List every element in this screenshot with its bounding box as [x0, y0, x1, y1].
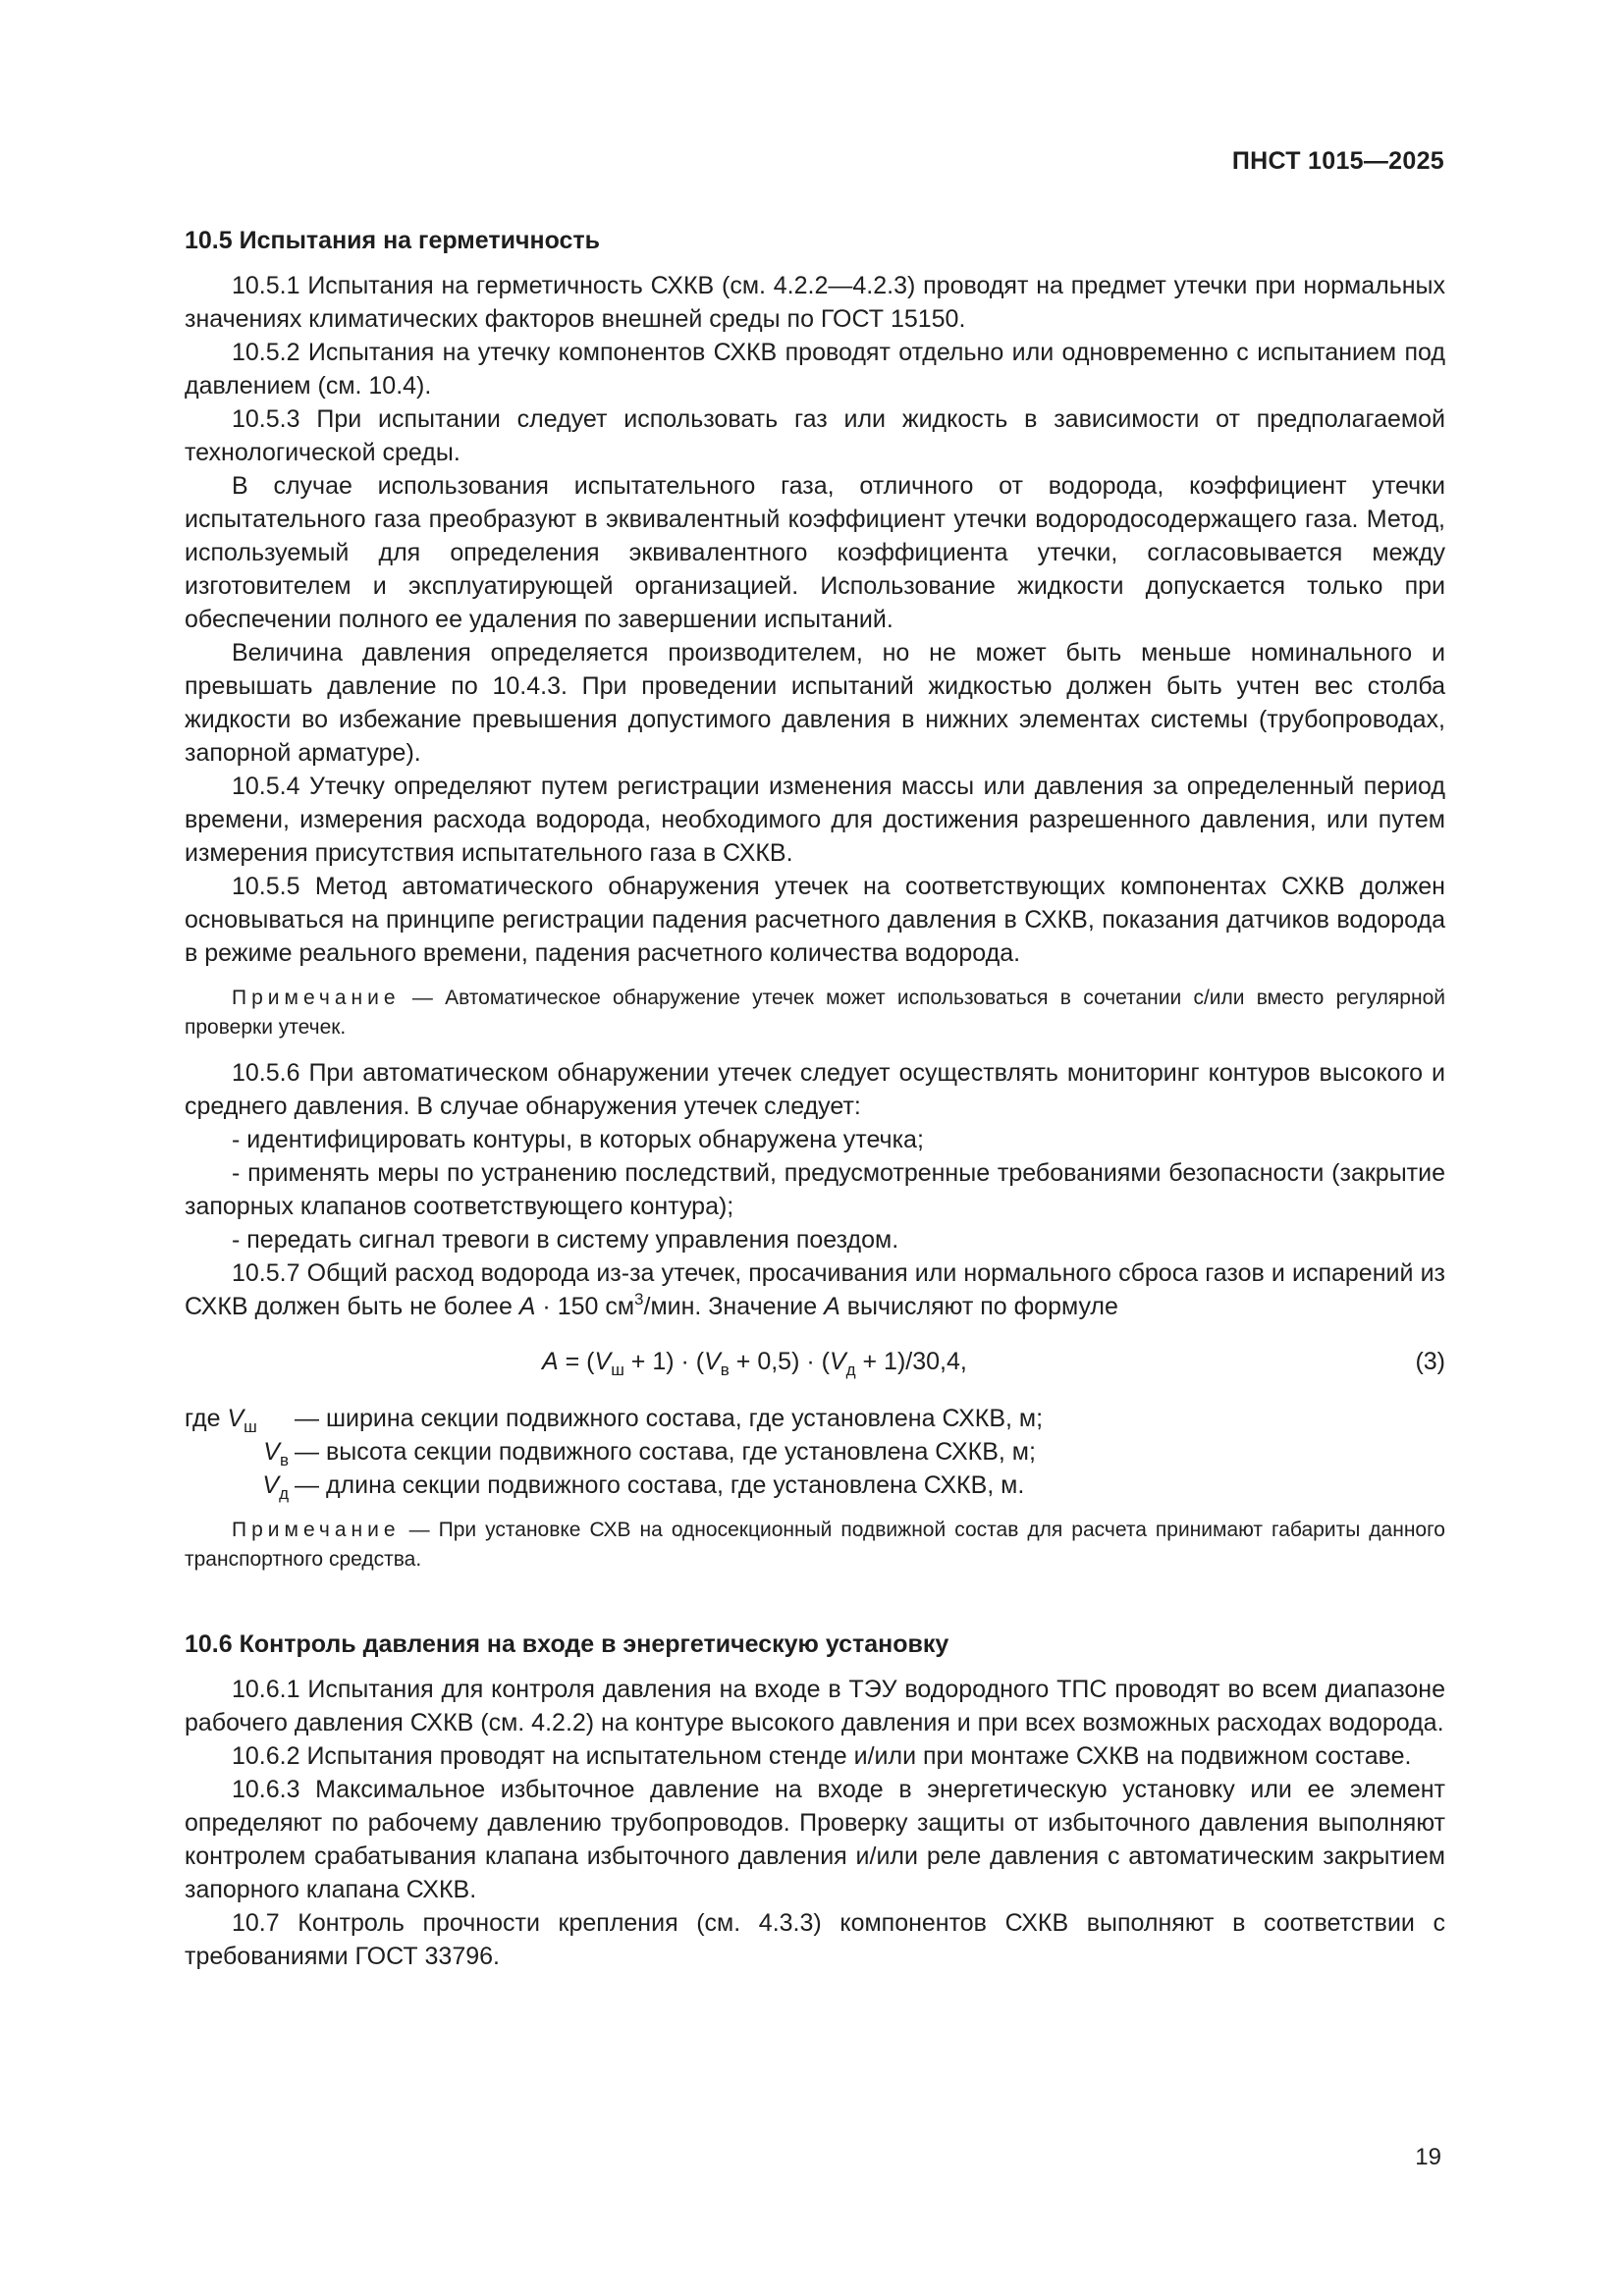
paragraph-10-6-1: 10.6.1 Испытания для контроля давления на входе в ТЭУ водородного ТПС проводят во всем диапазоне рабочего давления СХКВ (см. 4.2.2) на контуре высокого давления и при всех возможных расходах водорода.	[185, 1676, 1445, 1736]
formula-number: (3)	[1415, 1348, 1445, 1375]
page-body	[185, 224, 1445, 1973]
paragraph-10-7: 10.7 Контроль прочности крепления (см. 4.3.3) компонентов СХКВ выполняют в соответствии с требованиями ГОСТ 33796.	[185, 1909, 1445, 1970]
paragraph-10-5-7: 10.5.7 Общий расход водорода из-за утечек, просачивания или нормального сброса газов и испарений из СХКВ должен быть не более A · 150 $см^3$/мин. Значение A вычисляют по формуле	[185, 1259, 1445, 1320]
note-label: Примечание	[232, 1519, 401, 1541]
paragraph-10-6-2: 10.6.2 Испытания проводят на испытательном стенде и/или при монтаже СХКВ на подвижном составе.	[232, 1742, 1412, 1770]
formula-definitions	[185, 1402, 1445, 1502]
formula-expression: $A = (V_ш + 1) \cdot (V_в + 0,5) \cdot (V_д + 1)/30,4$,	[542, 1348, 967, 1379]
note-text: — Автоматическое обнаружение утечек может использоваться в сочетании с/или вместо регулярной проверки утечек.	[185, 987, 1445, 1039]
note-single-section	[185, 1516, 1445, 1575]
paragraph-10-5-4: 10.5.4 Утечку определяют путем регистрации изменения массы или давления за определенный период времени, измерения расхода водорода, необходимого для достижения разрешенного давления, или путем измерения присутствия испытательного газа в СХКВ.	[185, 773, 1445, 867]
formula-3	[185, 1345, 1445, 1384]
note-label: Примечание	[232, 987, 401, 1009]
page-number: 19	[1415, 2144, 1441, 2170]
definition-width: где $V_ш$ — ширина секции подвижного состава, где установлена СХКВ, м;	[185, 1405, 1044, 1436]
list-item: - передать сигнал тревоги в систему управления поездом.	[232, 1226, 899, 1254]
note-text: — При установке СХВ на односекционный подвижной состав для расчета принимают габариты данного транспортного средства.	[185, 1519, 1445, 1571]
paragraph-10-5-1: 10.5.1 Испытания на герметичность СХКВ (см. 4.2.2—4.2.3) проводят на предмет утечки при нормальных значениях климатических факторов внешней среды по ГОСТ 15150.	[185, 272, 1445, 333]
section-heading-10-5: 10.5 Испытания на герметичность	[185, 227, 601, 254]
paragraph-10-5-3: 10.5.3 При испытании следует использовать газ или жидкость в зависимости от предполагаемой технологической среды.	[185, 405, 1445, 466]
section-heading-10-6: 10.6 Контроль давления на входе в энергетическую установку	[185, 1630, 949, 1658]
note-auto-detection	[185, 984, 1445, 1042]
paragraph-pressure-value: Величина давления определяется производителем, но не может быть меньше номинального и превышать давление по 10.4.3. При проведении испытаний жидкостью должен быть учтен вес столба жидкости во избежание превышения допустимого давления в нижних элементах системы (трубопроводах, запорной арматуре).	[185, 639, 1445, 767]
list-item: - идентифицировать контуры, в которых обнаружена утечка;	[232, 1126, 924, 1153]
definition-height: $V_в$ — высота секции подвижного состава, где установлена СХКВ, м;	[263, 1438, 1036, 1469]
paragraph-10-5-2: 10.5.2 Испытания на утечку компонентов СХКВ проводят отдельно или одновременно с испытанием под давлением (см. 10.4).	[185, 339, 1445, 400]
paragraph-10-5-6: 10.5.6 При автоматическом обнаружении утечек следует осуществлять мониторинг контуров высокого и среднего давления. В случае обнаружения утечек следует:	[185, 1059, 1445, 1120]
paragraph-test-gas: В случае использования испытательного газа, отличного от водорода, коэффициент утечки испытательного газа преобразуют в эквивалентный коэффициент утечки водородосодержащего газа. Метод, используемый для определения эквивалентного коэффициента утечки, согласовывается между изготовителем и эксплуатирующей организацией. Использование жидкости допускается только при обеспечении полного ее удаления по завершении испытаний.	[185, 472, 1445, 633]
paragraph-10-5-5: 10.5.5 Метод автоматического обнаружения утечек на соответствующих компонентах СХКВ должен основываться на принципе регистрации падения расчетного давления в СХКВ, показания датчиков водорода в режиме реального времени, падения расчетного количества водорода.	[185, 873, 1445, 967]
paragraph-10-6-3: 10.6.3 Максимальное избыточное давление на входе в энергетическую установку или ее элемент определяют по рабочему давлению трубопроводов. Проверку защиты от избыточного давления выполняют контролем срабатывания клапана избыточного давления и/или реле давления с автоматическим закрытием запорного клапана СХКВ.	[185, 1776, 1445, 1903]
list-item: - применять меры по устранению последствий, предусмотренные требованиями безопасности (закрытие запорных клапанов соответствующего контура);	[185, 1159, 1445, 1220]
definition-length: $V_д$ — длина секции подвижного состава, где установлена СХКВ, м.	[262, 1471, 1025, 1503]
document-id: ПНСТ 1015—2025	[1231, 147, 1444, 175]
